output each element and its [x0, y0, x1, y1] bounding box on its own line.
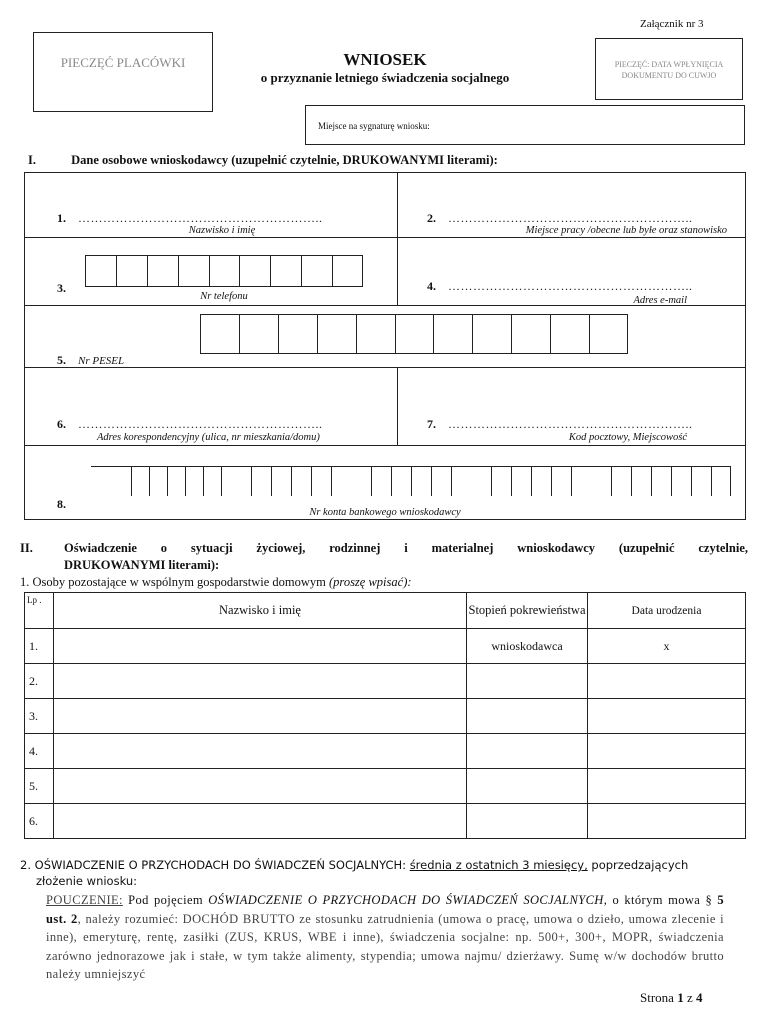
field1-caption: Nazwisko i imię — [188, 225, 256, 236]
row-birth-cell[interactable] — [588, 699, 746, 734]
notice-text-b: OŚWIADCZENIE O PRZYCHODACH DO ŚWIADCZEŃ SOCJALNYCH, — [208, 893, 608, 907]
income-heading — [20, 857, 730, 889]
row-name-cell[interactable] — [54, 769, 467, 804]
field4-number: 4. — [427, 279, 436, 293]
table-row[interactable] — [25, 664, 746, 699]
row-relation-cell[interactable]: wnioskodawca — [467, 629, 588, 664]
field-email[interactable] — [427, 277, 737, 306]
field6-number: 6. — [57, 417, 66, 431]
row-relation-cell[interactable] — [467, 734, 588, 769]
page-number — [640, 990, 702, 1006]
row-name-cell[interactable] — [54, 734, 467, 769]
personal-data-grid — [24, 172, 746, 520]
page-current: 1 — [677, 990, 684, 1005]
income-title-underlined: średnia z ostatnich 3 miesięcy, — [409, 858, 588, 872]
field2-dots: ………………………………………………….. — [448, 211, 693, 225]
field7-dots: ………………………………………………….. — [448, 417, 693, 431]
household-table-header — [25, 593, 746, 629]
notice-text-a: Pod pojęciem — [128, 893, 204, 907]
section1-number: I. — [28, 153, 36, 167]
section2-heading — [20, 540, 748, 574]
field5-number: 5. — [57, 353, 66, 367]
row-birth-cell[interactable] — [588, 804, 746, 839]
row-lp: 5. — [25, 769, 54, 804]
received-stamp-box — [595, 38, 743, 100]
income-title-rest: poprzedzających — [591, 858, 689, 872]
field3-number: 3. — [57, 281, 66, 295]
row-birth-cell[interactable]: x — [588, 629, 746, 664]
section2-title-line1: Oświadczenie o sytuacji życiowej, rodzinnej i materialnej wnioskodawcy (uzupełnić czytelnie, — [64, 541, 748, 555]
col-lp: Lp . — [25, 593, 54, 629]
row-lp: 3. — [25, 699, 54, 734]
section1-title: Dane osobowe wnioskodawcy (uzupełnić czytelnie, DRUKOWANYMI literami): — [71, 153, 498, 167]
row-lp: 1. — [25, 629, 54, 664]
row-name-cell[interactable] — [54, 664, 467, 699]
bank-account-input[interactable] — [91, 466, 731, 498]
field4-caption: Adres e-mail — [633, 295, 687, 306]
field5-label — [57, 351, 124, 369]
notice-text-e: , należy rozumieć: DOCHÓD BRUTTO ze stosunku zatrudnienia (umowa o pracę, umowa o dzieło, umowa zlecenie i inne), emeryturę, rentę, zasiłki (ZUS, KRUS, WBE i inne), świadczenia socjalne: np. 500+, 300+, MOPR, świadczenia zarówno jednorazowe jak i stałe, w tym także alimenty, stypendia; umowa najmu/ dzierżawy. Sumę w/w dochodów brutto należy umniejszyć — [46, 911, 724, 981]
row-relation-cell[interactable] — [467, 804, 588, 839]
page-subtitle: o przyznanie letniego świadczenia socjalnego — [260, 70, 510, 85]
income-title: OŚWIADCZENIE O PRZYCHODACH DO ŚWIADCZEŃ SOCJALNYCH: — [34, 858, 407, 872]
page-prefix: Strona — [640, 990, 674, 1005]
row-birth-cell[interactable] — [588, 664, 746, 699]
household-label-hint: (proszę wpisać): — [329, 575, 412, 589]
section1-heading — [28, 153, 498, 168]
notice-text-d: 5 ust. 2 — [46, 893, 724, 926]
institution-stamp-box — [33, 32, 213, 112]
income-title-line2: złożenie wniosku: — [36, 874, 138, 888]
pesel-input[interactable] — [200, 314, 628, 352]
row-lp: 2. — [25, 664, 54, 699]
table-row[interactable] — [25, 734, 746, 769]
page-mid: z — [686, 990, 693, 1005]
row-name-cell[interactable] — [54, 804, 467, 839]
field5-caption: Nr PESEL — [78, 355, 125, 367]
page-title: WNIOSEK — [343, 50, 427, 69]
field-full-name[interactable] — [57, 209, 387, 236]
signature-box — [305, 105, 745, 145]
table-row[interactable] — [25, 804, 746, 839]
field-address[interactable] — [57, 415, 387, 443]
household-label — [20, 575, 412, 590]
field1-number: 1. — [57, 211, 66, 225]
title-block — [230, 50, 540, 86]
col-birth: Data urodzenia — [588, 593, 746, 629]
col-name: Nazwisko i imię — [54, 593, 467, 629]
institution-stamp-label: PIECZĘĆ PLACÓWKI — [60, 55, 186, 70]
household-label-text: 1. Osoby pozostające w wspólnym gospodarstwie domowym — [20, 575, 326, 589]
field8-number: 8. — [57, 497, 66, 511]
field8-caption: Nr konta bankowego wnioskodawcy — [309, 507, 461, 518]
household-table — [24, 592, 746, 839]
field2-number: 2. — [427, 211, 436, 225]
row-relation-cell[interactable] — [467, 664, 588, 699]
field4-dots: ………………………………………………….. — [448, 279, 693, 293]
signature-label: Miejsce na sygnaturę wniosku: — [318, 121, 430, 131]
field7-caption: Kod pocztowy, Miejscowość — [568, 432, 687, 443]
income-number: 2. — [20, 858, 31, 872]
row-name-cell[interactable] — [54, 699, 467, 734]
row-relation-cell[interactable] — [467, 699, 588, 734]
table-row[interactable] — [25, 699, 746, 734]
section2-number: II. — [20, 541, 33, 555]
field-postal-city[interactable] — [427, 415, 737, 443]
field6-dots: ………………………………………………….. — [78, 417, 323, 431]
section2-title-line2: DRUKOWANYMI literami): — [64, 558, 220, 572]
field-workplace[interactable] — [427, 209, 737, 236]
attachment-label: Załącznik nr 3 — [640, 18, 704, 30]
field1-dots: ………………………………………………….. — [78, 211, 323, 225]
table-row[interactable] — [25, 769, 746, 804]
notice-text-c: o którym mowa § — [612, 893, 713, 907]
table-row[interactable] — [25, 629, 746, 664]
row-birth-cell[interactable] — [588, 734, 746, 769]
field7-number: 7. — [427, 417, 436, 431]
notice-paragraph — [46, 891, 724, 984]
row-birth-cell[interactable] — [588, 769, 746, 804]
received-stamp-label: PIECZĘĆ: DATA WPŁYNIĘCIA DOKUMENTU DO CUWJO — [614, 60, 724, 80]
row-name-cell[interactable] — [54, 629, 467, 664]
field3-caption: Nr telefonu — [200, 291, 248, 302]
field6-caption: Adres korespondencyjny (ulica, nr mieszkania/domu) — [97, 432, 320, 443]
notice-label: POUCZENIE: — [46, 893, 123, 907]
row-lp: 4. — [25, 734, 54, 769]
row-lp: 6. — [25, 804, 54, 839]
col-relation: Stopień pokrewieństwa — [467, 593, 588, 629]
field2-caption: Miejsce pracy /obecne lub byłe oraz stanowisko — [525, 225, 727, 236]
row-relation-cell[interactable] — [467, 769, 588, 804]
phone-input[interactable] — [85, 255, 363, 285]
page-total: 4 — [695, 990, 703, 1005]
